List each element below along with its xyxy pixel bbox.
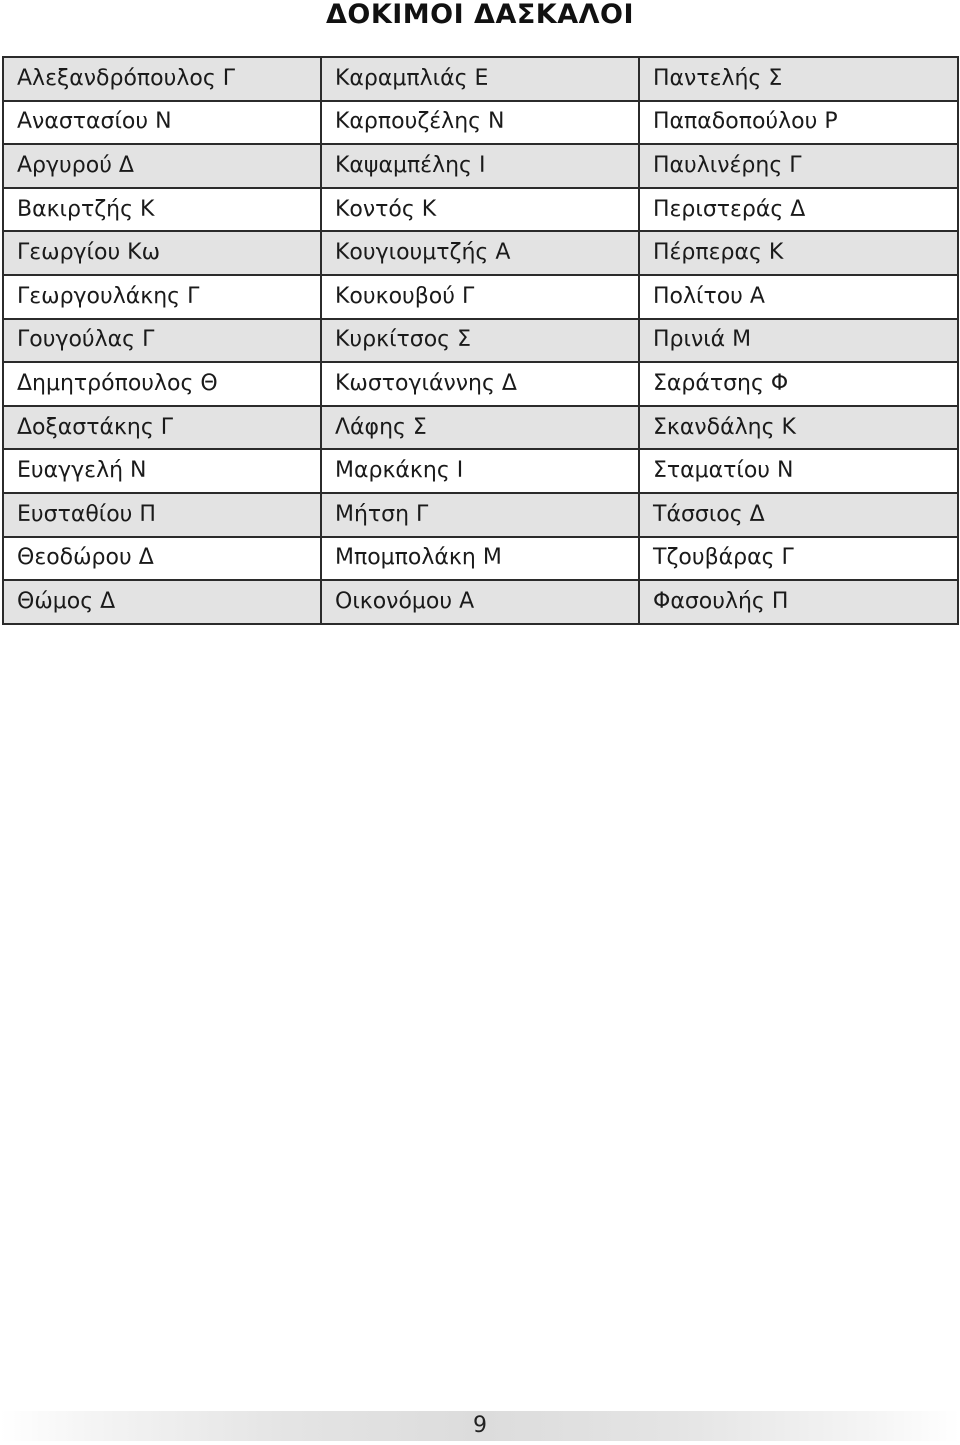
table-row	[3, 101, 958, 145]
table-cell: Λάφης Σ	[321, 406, 639, 450]
table-cell: Περιστεράς Δ	[639, 188, 958, 232]
table-cell: Καραμπλιάς Ε	[321, 57, 639, 101]
page-number: 9	[473, 1413, 487, 1438]
table-cell: Θεοδώρου Δ	[3, 537, 321, 581]
table-row	[3, 406, 958, 450]
table-cell: Αλεξανδρόπουλος Γ	[3, 57, 321, 101]
table-cell: Ευαγγελή Ν	[3, 449, 321, 493]
table-row	[3, 231, 958, 275]
table-cell: Σαράτσης Φ	[639, 362, 958, 406]
table-cell: Καρπουζέλης Ν	[321, 101, 639, 145]
table-cell: Παντελής Σ	[639, 57, 958, 101]
table-row	[3, 275, 958, 319]
table-row	[3, 57, 958, 101]
table-cell: Φασουλής Π	[639, 580, 958, 624]
table-cell: Πολίτου Α	[639, 275, 958, 319]
table-cell: Σκανδάλης Κ	[639, 406, 958, 450]
table-cell: Γεωργουλάκης Γ	[3, 275, 321, 319]
table-cell: Κουκουβού Γ	[321, 275, 639, 319]
table-cell: Πρινιά Μ	[639, 319, 958, 363]
table-row	[3, 537, 958, 581]
table-cell: Δημητρόπουλος Θ	[3, 362, 321, 406]
table-cell: Δοξαστάκης Γ	[3, 406, 321, 450]
table-row	[3, 188, 958, 232]
table-cell: Οικονόμου Α	[321, 580, 639, 624]
table-cell: Θώμος Δ	[3, 580, 321, 624]
table-cell: Παυλινέρης Γ	[639, 144, 958, 188]
table-cell: Πέρπερας Κ	[639, 231, 958, 275]
table-cell: Κοντός Κ	[321, 188, 639, 232]
page-title: ΔΟΚΙΜΟΙ ΔΑΣΚΑΛΟΙ	[325, 0, 635, 30]
table-cell: Μπομπολάκη Μ	[321, 537, 639, 581]
table-cell: Τάσσιος Δ	[639, 493, 958, 537]
table-cell: Τζουβάρας Γ	[639, 537, 958, 581]
table-cell: Καψαμπέλης Ι	[321, 144, 639, 188]
table-row	[3, 362, 958, 406]
table-cell: Κωστογιάννης Δ	[321, 362, 639, 406]
table-row	[3, 580, 958, 624]
table-cell: Βακιρτζής Κ	[3, 188, 321, 232]
table-cell: Κουγιουμτζής Α	[321, 231, 639, 275]
table-cell: Μαρκάκης Ι	[321, 449, 639, 493]
table-row	[3, 319, 958, 363]
table-cell: Σταματίου Ν	[639, 449, 958, 493]
table-cell: Κυρκίτσος Σ	[321, 319, 639, 363]
table-cell: Γεωργίου Κω	[3, 231, 321, 275]
teachers-table	[2, 56, 959, 625]
table-cell: Αναστασίου Ν	[3, 101, 321, 145]
table-cell: Αργυρού Δ	[3, 144, 321, 188]
table-row	[3, 449, 958, 493]
table-cell: Παπαδοπούλου Ρ	[639, 101, 958, 145]
table-cell: Μήτση Γ	[321, 493, 639, 537]
table-row	[3, 493, 958, 537]
table-cell: Γουγούλας Γ	[3, 319, 321, 363]
table-cell: Ευσταθίου Π	[3, 493, 321, 537]
table-row	[3, 144, 958, 188]
